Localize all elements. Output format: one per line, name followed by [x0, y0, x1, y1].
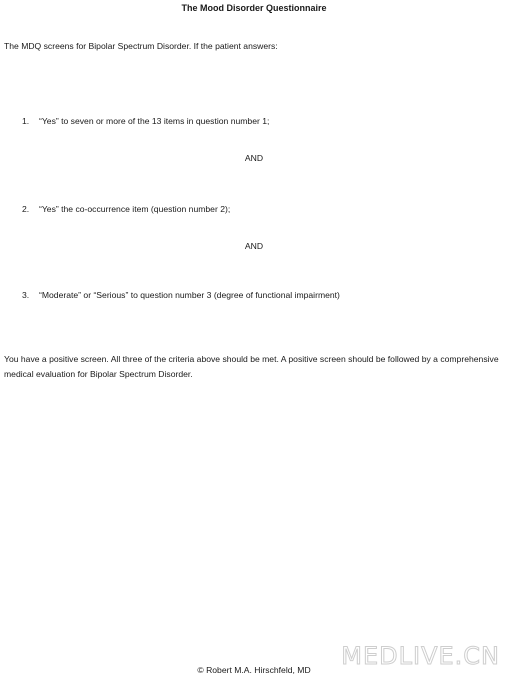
watermark: MEDLIVE.CN [341, 642, 500, 670]
and-separator: AND [244, 241, 264, 251]
conclusion-text: You have a positive screen. All three of the criteria above should be met. A positive screen should be followed by a comprehensive medical evaluation for Bipolar Spectrum Disorder. [4, 354, 499, 379]
page-title: The Mood Disorder Questionnaire [181, 3, 327, 13]
criteria-item-3 [22, 290, 340, 300]
and-separator: AND [244, 153, 264, 163]
criteria-number: 2. [22, 204, 30, 214]
criteria-text: “Yes” the co-occurrence item (question number 2); [39, 204, 231, 214]
copyright-notice: © Robert M.A. Hirschfeld, MD [197, 665, 311, 675]
intro-text: The MDQ screens for Bipolar Spectrum Disorder. If the patient answers: [4, 41, 278, 51]
criteria-text: “Moderate” or “Serious” to question number 3 (degree of functional impairment) [39, 290, 340, 300]
criteria-number: 3. [22, 290, 30, 300]
criteria-item-1 [22, 116, 269, 126]
criteria-item-2 [22, 204, 230, 214]
criteria-text: “Yes” to seven or more of the 13 items in question number 1; [39, 116, 270, 126]
criteria-number: 1. [22, 116, 30, 126]
